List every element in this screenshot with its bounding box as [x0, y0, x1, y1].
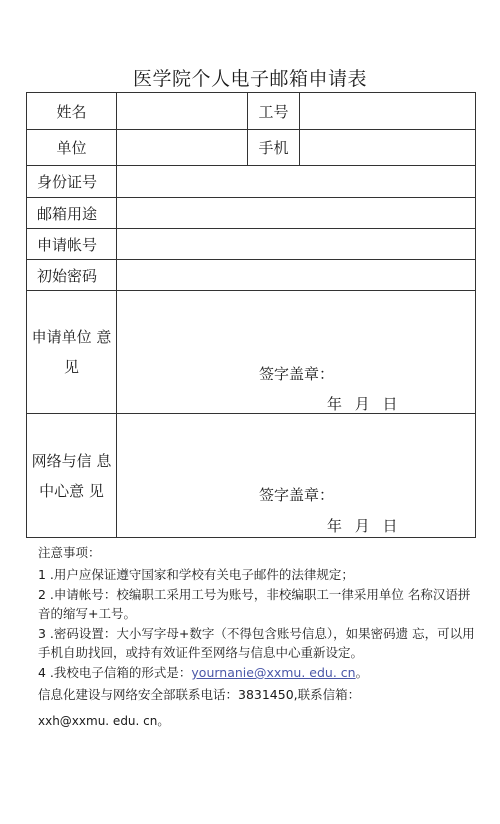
network-center-opinion-field[interactable] [117, 414, 476, 538]
unit-label: 单位 [27, 130, 117, 166]
notes-section [38, 543, 478, 731]
account-label: 申请帐号 [27, 229, 117, 260]
email-format-link[interactable]: yournanie@xxmu. edu. cn [191, 665, 356, 680]
note-item-1: 1 .用户应保证遵守国家和学校有关电子邮件的法律规定； [38, 567, 354, 582]
note-item-4-prefix: 4 .我校电子信箱的形式是： [38, 665, 192, 680]
unit-date-label: 年 月 日 [327, 395, 399, 413]
id-card-label: 身份证号 [27, 166, 117, 198]
contact-email: xxh@xxmu. edu. cn。 [38, 714, 170, 728]
notes-header: 注意事项： [38, 545, 101, 560]
phone-label: 手机 [248, 130, 300, 166]
unit-field[interactable] [117, 130, 248, 166]
unit-opinion-field[interactable] [117, 291, 476, 414]
center-date-label: 年 月 日 [327, 517, 399, 535]
unit-signature-label: 签字盖章： [259, 365, 335, 383]
name-field[interactable] [117, 93, 248, 130]
note-item-4-suffix: 。 [355, 665, 369, 680]
contact-line: 信息化建设与网络安全部联系电话：3831450,联系信箱： [38, 687, 361, 702]
note-item-2: 2 .申请帐号：校编职工采用工号为账号，非校编职工一律采用单位 名称汉语拼音的缩写+工号。 [38, 587, 471, 621]
phone-field[interactable] [300, 130, 476, 166]
form-title: 医学院个人电子邮箱申请表 [132, 68, 367, 90]
center-signature-label: 签字盖章： [259, 486, 335, 504]
mailbox-use-label: 邮箱用途 [27, 198, 117, 229]
initial-password-label: 初始密码 [27, 260, 117, 291]
staff-id-field[interactable] [300, 93, 476, 130]
application-form-grid [26, 92, 476, 538]
staff-id-label: 工号 [248, 93, 300, 130]
id-card-field[interactable] [117, 166, 476, 198]
note-item-4 [38, 663, 478, 682]
unit-opinion-label: 申请单位 意见 [27, 291, 117, 414]
note-item-3: 3 .密码设置：大小写字母+数字（不得包含账号信息），如果密码遗 忘，可以用手机自助找回，或持有效证件至网络与信息中心重新设定。 [38, 626, 475, 660]
initial-password-field[interactable] [117, 260, 476, 291]
account-field[interactable] [117, 229, 476, 260]
mailbox-use-field[interactable] [117, 198, 476, 229]
name-label: 姓名 [27, 93, 117, 130]
network-center-opinion-label: 网络与信 息中心意 见 [27, 414, 117, 538]
